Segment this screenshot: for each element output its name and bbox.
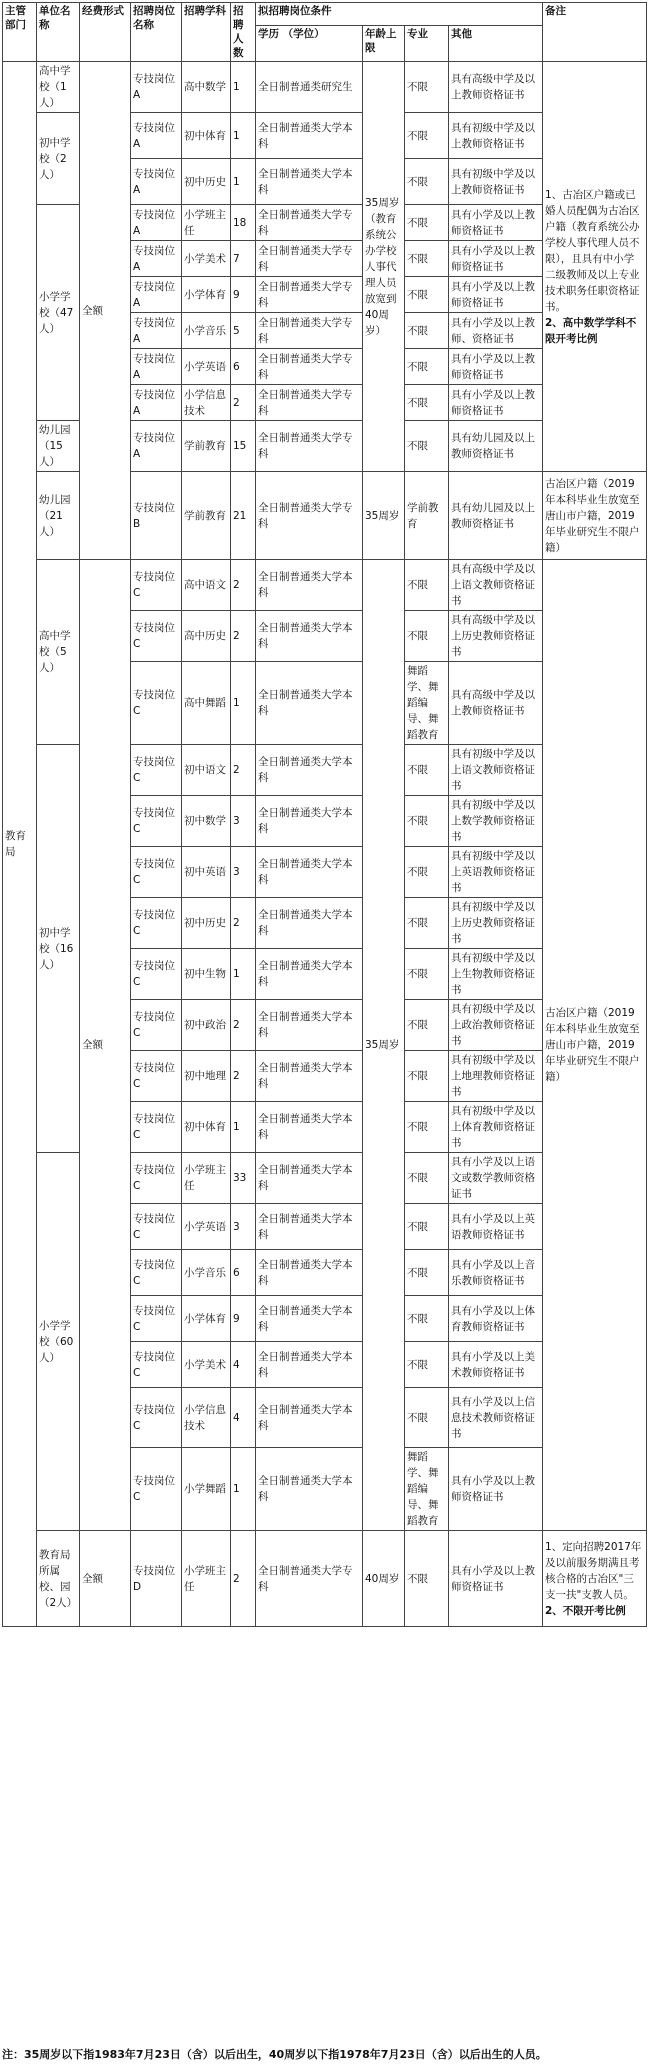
subject-cell: 小学体育 [182, 1296, 231, 1342]
subject-cell: 高中语文 [182, 560, 231, 611]
unit-cell: 教育局所属校、园（2人） [37, 1531, 80, 1627]
post-cell: 专技岗位C [131, 1000, 182, 1051]
education-cell: 全日制普通类大学专科 [256, 313, 363, 349]
age-cell: 35周岁 [363, 560, 405, 1531]
post-cell: 专技岗位C [131, 1296, 182, 1342]
count-cell: 7 [231, 241, 256, 277]
dept-cell: 教育局 [3, 62, 37, 1627]
major-cell: 不限 [405, 1000, 449, 1051]
unit-cell: 幼儿园（15人） [37, 421, 80, 472]
education-cell: 全日制普通类大学本科 [256, 113, 363, 159]
other-cell: 具有小学及以上音乐教师资格证书 [449, 1250, 543, 1296]
subject-cell: 初中语文 [182, 745, 231, 796]
note-text: 1、古冶区户籍或已婚人员配偶为古冶区户籍（教育系统公办学校人事代理人员不限），且具有中小学二级教师及以上专业技术职务任职资格证书。 [545, 188, 640, 313]
subject-cell: 初中体育 [182, 1102, 231, 1153]
major-cell: 不限 [405, 421, 449, 472]
subject-cell: 初中英语 [182, 847, 231, 898]
count-cell: 3 [231, 1204, 256, 1250]
count-cell: 2 [231, 1531, 256, 1627]
major-cell: 不限 [405, 113, 449, 159]
subject-cell: 小学美术 [182, 1342, 231, 1388]
education-cell: 全日制普通类大学专科 [256, 472, 363, 560]
other-cell: 具有小学及以上美术教师资格证书 [449, 1342, 543, 1388]
education-cell: 全日制普通类大学本科 [256, 1388, 363, 1448]
unit-cell: 幼儿园（21人） [37, 472, 80, 560]
major-cell: 不限 [405, 62, 449, 113]
other-cell: 具有高级中学及以上历史教师资格证书 [449, 611, 543, 662]
education-cell: 全日制普通类大学本科 [256, 1342, 363, 1388]
major-cell: 不限 [405, 1102, 449, 1153]
subject-cell: 初中生物 [182, 949, 231, 1000]
education-cell: 全日制普通类大学本科 [256, 745, 363, 796]
education-cell: 全日制普通类大学专科 [256, 349, 363, 385]
post-cell: 专技岗位C [131, 611, 182, 662]
note-cell: 古冶区户籍（2019年本科毕业生放宽至唐山市户籍，2019年毕业研究生不限户籍） [543, 472, 647, 560]
subject-cell: 小学信息技术 [182, 385, 231, 421]
other-cell: 具有小学及以上教师资格证书 [449, 205, 543, 241]
count-cell: 5 [231, 313, 256, 349]
major-cell: 不限 [405, 1342, 449, 1388]
unit-cell: 高中学校（1人） [37, 62, 80, 113]
unit-cell: 初中学校（16人） [37, 745, 80, 1153]
education-cell: 全日制普通类大学本科 [256, 1204, 363, 1250]
major-cell: 不限 [405, 898, 449, 949]
major-cell: 不限 [405, 349, 449, 385]
other-cell: 具有初级中学及以上教师资格证书 [449, 159, 543, 205]
count-cell: 2 [231, 898, 256, 949]
count-cell: 3 [231, 796, 256, 847]
post-cell: 专技岗位C [131, 1153, 182, 1204]
count-cell: 2 [231, 385, 256, 421]
header-count: 招聘人数 [231, 3, 256, 62]
education-cell: 全日制普通类大学本科 [256, 1448, 363, 1531]
header-funding: 经费形式 [80, 3, 131, 62]
subject-cell: 小学舞蹈 [182, 1448, 231, 1531]
education-cell: 全日制普通类大学本科 [256, 847, 363, 898]
major-cell: 不限 [405, 847, 449, 898]
education-cell: 全日制普通类大学本科 [256, 1000, 363, 1051]
subject-cell: 高中舞蹈 [182, 662, 231, 745]
subject-cell: 小学音乐 [182, 313, 231, 349]
other-cell: 具有小学及以上信息技术教师资格证书 [449, 1388, 543, 1448]
post-cell: 专技岗位A [131, 421, 182, 472]
subject-cell: 小学班主任 [182, 1531, 231, 1627]
post-cell: 专技岗位C [131, 1204, 182, 1250]
other-cell: 具有小学及以上教师资格证书 [449, 1448, 543, 1531]
post-cell: 专技岗位C [131, 1102, 182, 1153]
count-cell: 18 [231, 205, 256, 241]
post-cell: 专技岗位A [131, 205, 182, 241]
header-conditions: 拟招聘岗位条件 [256, 3, 543, 26]
age-cell: 35周岁（教育系统公办学校人事代理人员放宽到40周岁） [363, 62, 405, 472]
count-cell: 4 [231, 1388, 256, 1448]
major-cell: 不限 [405, 560, 449, 611]
subject-cell: 高中历史 [182, 611, 231, 662]
count-cell: 1 [231, 1102, 256, 1153]
other-cell: 具有高级中学及以上语文教师资格证书 [449, 560, 543, 611]
major-cell: 不限 [405, 277, 449, 313]
major-cell: 不限 [405, 1250, 449, 1296]
subject-cell: 小学音乐 [182, 1250, 231, 1296]
note-cell [543, 1531, 647, 1627]
subject-cell: 学前教育 [182, 472, 231, 560]
note-text-bold: 2、不限开考比例 [545, 1604, 626, 1617]
subject-cell: 初中政治 [182, 1000, 231, 1051]
other-cell: 具有初级中学及以上政治教师资格证书 [449, 1000, 543, 1051]
count-cell: 4 [231, 1342, 256, 1388]
major-cell: 不限 [405, 1204, 449, 1250]
count-cell: 1 [231, 113, 256, 159]
unit-cell: 初中学校（2人） [37, 113, 80, 205]
subject-cell: 小学英语 [182, 349, 231, 385]
major-cell: 不限 [405, 1531, 449, 1627]
education-cell: 全日制普通类大学本科 [256, 611, 363, 662]
count-cell: 1 [231, 662, 256, 745]
post-cell: 专技岗位A [131, 159, 182, 205]
other-cell: 具有初级中学及以上历史教师资格证书 [449, 898, 543, 949]
recruitment-table [2, 2, 647, 1627]
post-cell: 专技岗位A [131, 113, 182, 159]
post-cell: 专技岗位A [131, 313, 182, 349]
major-cell: 不限 [405, 1153, 449, 1204]
other-cell: 具有小学及以上教师资格证书 [449, 385, 543, 421]
subject-cell: 初中体育 [182, 113, 231, 159]
other-cell: 具有幼儿园及以上教师资格证书 [449, 421, 543, 472]
count-cell: 3 [231, 847, 256, 898]
major-cell: 不限 [405, 1296, 449, 1342]
subject-cell: 小学英语 [182, 1204, 231, 1250]
count-cell: 6 [231, 1250, 256, 1296]
header-note: 备注 [543, 3, 647, 62]
other-cell: 具有高级中学及以上教师资格证书 [449, 662, 543, 745]
subject-cell: 高中数学 [182, 62, 231, 113]
post-cell: 专技岗位C [131, 1051, 182, 1102]
education-cell: 全日制普通类大学本科 [256, 949, 363, 1000]
post-cell: 专技岗位C [131, 1388, 182, 1448]
major-cell: 不限 [405, 796, 449, 847]
post-cell: 专技岗位C [131, 847, 182, 898]
count-cell: 1 [231, 949, 256, 1000]
document-page [0, 2, 648, 2067]
major-cell: 不限 [405, 205, 449, 241]
education-cell: 全日制普通类大学专科 [256, 241, 363, 277]
unit-cell: 高中学校（5人） [37, 560, 80, 745]
post-cell: 专技岗位C [131, 1448, 182, 1531]
post-cell: 专技岗位C [131, 949, 182, 1000]
subject-cell: 初中历史 [182, 159, 231, 205]
post-cell: 专技岗位A [131, 241, 182, 277]
count-cell: 9 [231, 277, 256, 313]
education-cell: 全日制普通类大学本科 [256, 1051, 363, 1102]
education-cell: 全日制普通类大学本科 [256, 662, 363, 745]
other-cell: 具有小学及以上教师资格证书 [449, 1531, 543, 1627]
other-cell: 具有小学及以上教师资格证书 [449, 349, 543, 385]
education-cell: 全日制普通类大学本科 [256, 898, 363, 949]
post-cell: 专技岗位C [131, 1342, 182, 1388]
post-cell: 专技岗位A [131, 349, 182, 385]
major-cell: 不限 [405, 385, 449, 421]
major-cell: 不限 [405, 611, 449, 662]
major-cell: 不限 [405, 1051, 449, 1102]
major-cell: 不限 [405, 159, 449, 205]
other-cell: 具有幼儿园及以上教师资格证书 [449, 472, 543, 560]
other-cell: 具有小学及以上语文或数学教师资格证书 [449, 1153, 543, 1204]
age-cell: 40周岁 [363, 1531, 405, 1627]
major-cell: 不限 [405, 949, 449, 1000]
funding-cell: 全额 [80, 1531, 131, 1627]
count-cell: 33 [231, 1153, 256, 1204]
post-cell: 专技岗位C [131, 662, 182, 745]
subject-cell: 小学班主任 [182, 1153, 231, 1204]
education-cell: 全日制普通类大学专科 [256, 421, 363, 472]
other-cell: 具有初级中学及以上地理教师资格证书 [449, 1051, 543, 1102]
count-cell: 1 [231, 159, 256, 205]
subject-cell: 初中数学 [182, 796, 231, 847]
education-cell: 全日制普通类大学本科 [256, 159, 363, 205]
major-cell: 不限 [405, 745, 449, 796]
other-cell: 具有小学及以上教师资格证书 [449, 241, 543, 277]
note-cell: 古冶区户籍（2019年本科毕业生放宽至唐山市户籍，2019年毕业研究生不限户籍） [543, 560, 647, 1531]
education-cell: 全日制普通类大学专科 [256, 205, 363, 241]
count-cell: 9 [231, 1296, 256, 1342]
post-cell: 专技岗位A [131, 62, 182, 113]
major-cell: 学前教育 [405, 472, 449, 560]
other-cell: 具有初级中学及以上数学教师资格证书 [449, 796, 543, 847]
funding-cell: 全额 [80, 560, 131, 1531]
subject-cell: 小学信息技术 [182, 1388, 231, 1448]
education-cell: 全日制普通类大学本科 [256, 1153, 363, 1204]
other-cell: 具有小学及以上教师、资格证书 [449, 313, 543, 349]
count-cell: 2 [231, 1000, 256, 1051]
header-major: 专业 [405, 26, 449, 62]
education-cell: 全日制普通类大学本科 [256, 560, 363, 611]
post-cell: 专技岗位C [131, 745, 182, 796]
unit-cell: 小学学校（47人） [37, 205, 80, 421]
education-cell: 全日制普通类大学专科 [256, 1531, 363, 1627]
other-cell: 具有初级中学及以上体育教师资格证书 [449, 1102, 543, 1153]
count-cell: 1 [231, 62, 256, 113]
footnote: 注：35周岁以下指1983年7月23日（含）以后出生，40周岁以下指1978年7月23日（含）以后出生的人员。 [2, 2048, 547, 2061]
other-cell: 具有小学及以上教师资格证书 [449, 277, 543, 313]
subject-cell: 初中地理 [182, 1051, 231, 1102]
subject-cell: 小学美术 [182, 241, 231, 277]
post-cell: 专技岗位B [131, 472, 182, 560]
post-cell: 专技岗位C [131, 796, 182, 847]
other-cell: 具有小学及以上体育教师资格证书 [449, 1296, 543, 1342]
count-cell: 15 [231, 421, 256, 472]
major-cell: 不限 [405, 313, 449, 349]
other-cell: 具有初级中学及以上语文教师资格证书 [449, 745, 543, 796]
major-cell: 舞蹈学、舞蹈编导、舞蹈教育 [405, 662, 449, 745]
major-cell: 舞蹈学、舞蹈编导、舞蹈教育 [405, 1448, 449, 1531]
education-cell: 全日制普通类大学本科 [256, 1296, 363, 1342]
subject-cell: 小学班主任 [182, 205, 231, 241]
post-cell: 专技岗位A [131, 385, 182, 421]
education-cell: 全日制普通类大学本科 [256, 1250, 363, 1296]
count-cell: 1 [231, 1448, 256, 1531]
post-cell: 专技岗位D [131, 1531, 182, 1627]
education-cell: 全日制普通类大学专科 [256, 277, 363, 313]
post-cell: 专技岗位C [131, 898, 182, 949]
education-cell: 全日制普通类大学本科 [256, 796, 363, 847]
count-cell: 2 [231, 745, 256, 796]
header-unit: 单位名称 [37, 3, 80, 62]
major-cell: 不限 [405, 241, 449, 277]
education-cell: 全日制普通类研究生 [256, 62, 363, 113]
subject-cell: 学前教育 [182, 421, 231, 472]
count-cell: 2 [231, 611, 256, 662]
header-age: 年龄上限 [363, 26, 405, 62]
note-cell [543, 62, 647, 472]
post-cell: 专技岗位C [131, 560, 182, 611]
post-cell: 专技岗位A [131, 277, 182, 313]
count-cell: 6 [231, 349, 256, 385]
other-cell: 具有小学及以上英语教师资格证书 [449, 1204, 543, 1250]
other-cell: 具有高级中学及以上教师资格证书 [449, 62, 543, 113]
other-cell: 具有初级中学及以上生物教师资格证书 [449, 949, 543, 1000]
header-post: 招聘岗位名称 [131, 3, 182, 62]
header-education: 学历 （学位） [256, 26, 363, 62]
education-cell: 全日制普通类大学本科 [256, 1102, 363, 1153]
header-other: 其他 [449, 26, 543, 62]
major-cell: 不限 [405, 1388, 449, 1448]
age-cell: 35周岁 [363, 472, 405, 560]
other-cell: 具有初级中学及以上英语教师资格证书 [449, 847, 543, 898]
header-dept: 主管部门 [3, 3, 37, 62]
other-cell: 具有初级中学及以上教师资格证书 [449, 113, 543, 159]
subject-cell: 初中历史 [182, 898, 231, 949]
subject-cell: 小学体育 [182, 277, 231, 313]
header-subject: 招聘学科 [182, 3, 231, 62]
post-cell: 专技岗位C [131, 1250, 182, 1296]
note-text: 1、定向招聘2017年及以前服务期满且考核合格的古冶区"三支一扶"支教人员。 [545, 1540, 642, 1601]
unit-cell: 小学学校（60人） [37, 1153, 80, 1531]
education-cell: 全日制普通类大学专科 [256, 385, 363, 421]
count-cell: 21 [231, 472, 256, 560]
note-text-bold: 2、高中数学学科不限开考比例 [545, 316, 637, 345]
count-cell: 2 [231, 1051, 256, 1102]
count-cell: 2 [231, 560, 256, 611]
funding-cell: 全额 [80, 62, 131, 560]
